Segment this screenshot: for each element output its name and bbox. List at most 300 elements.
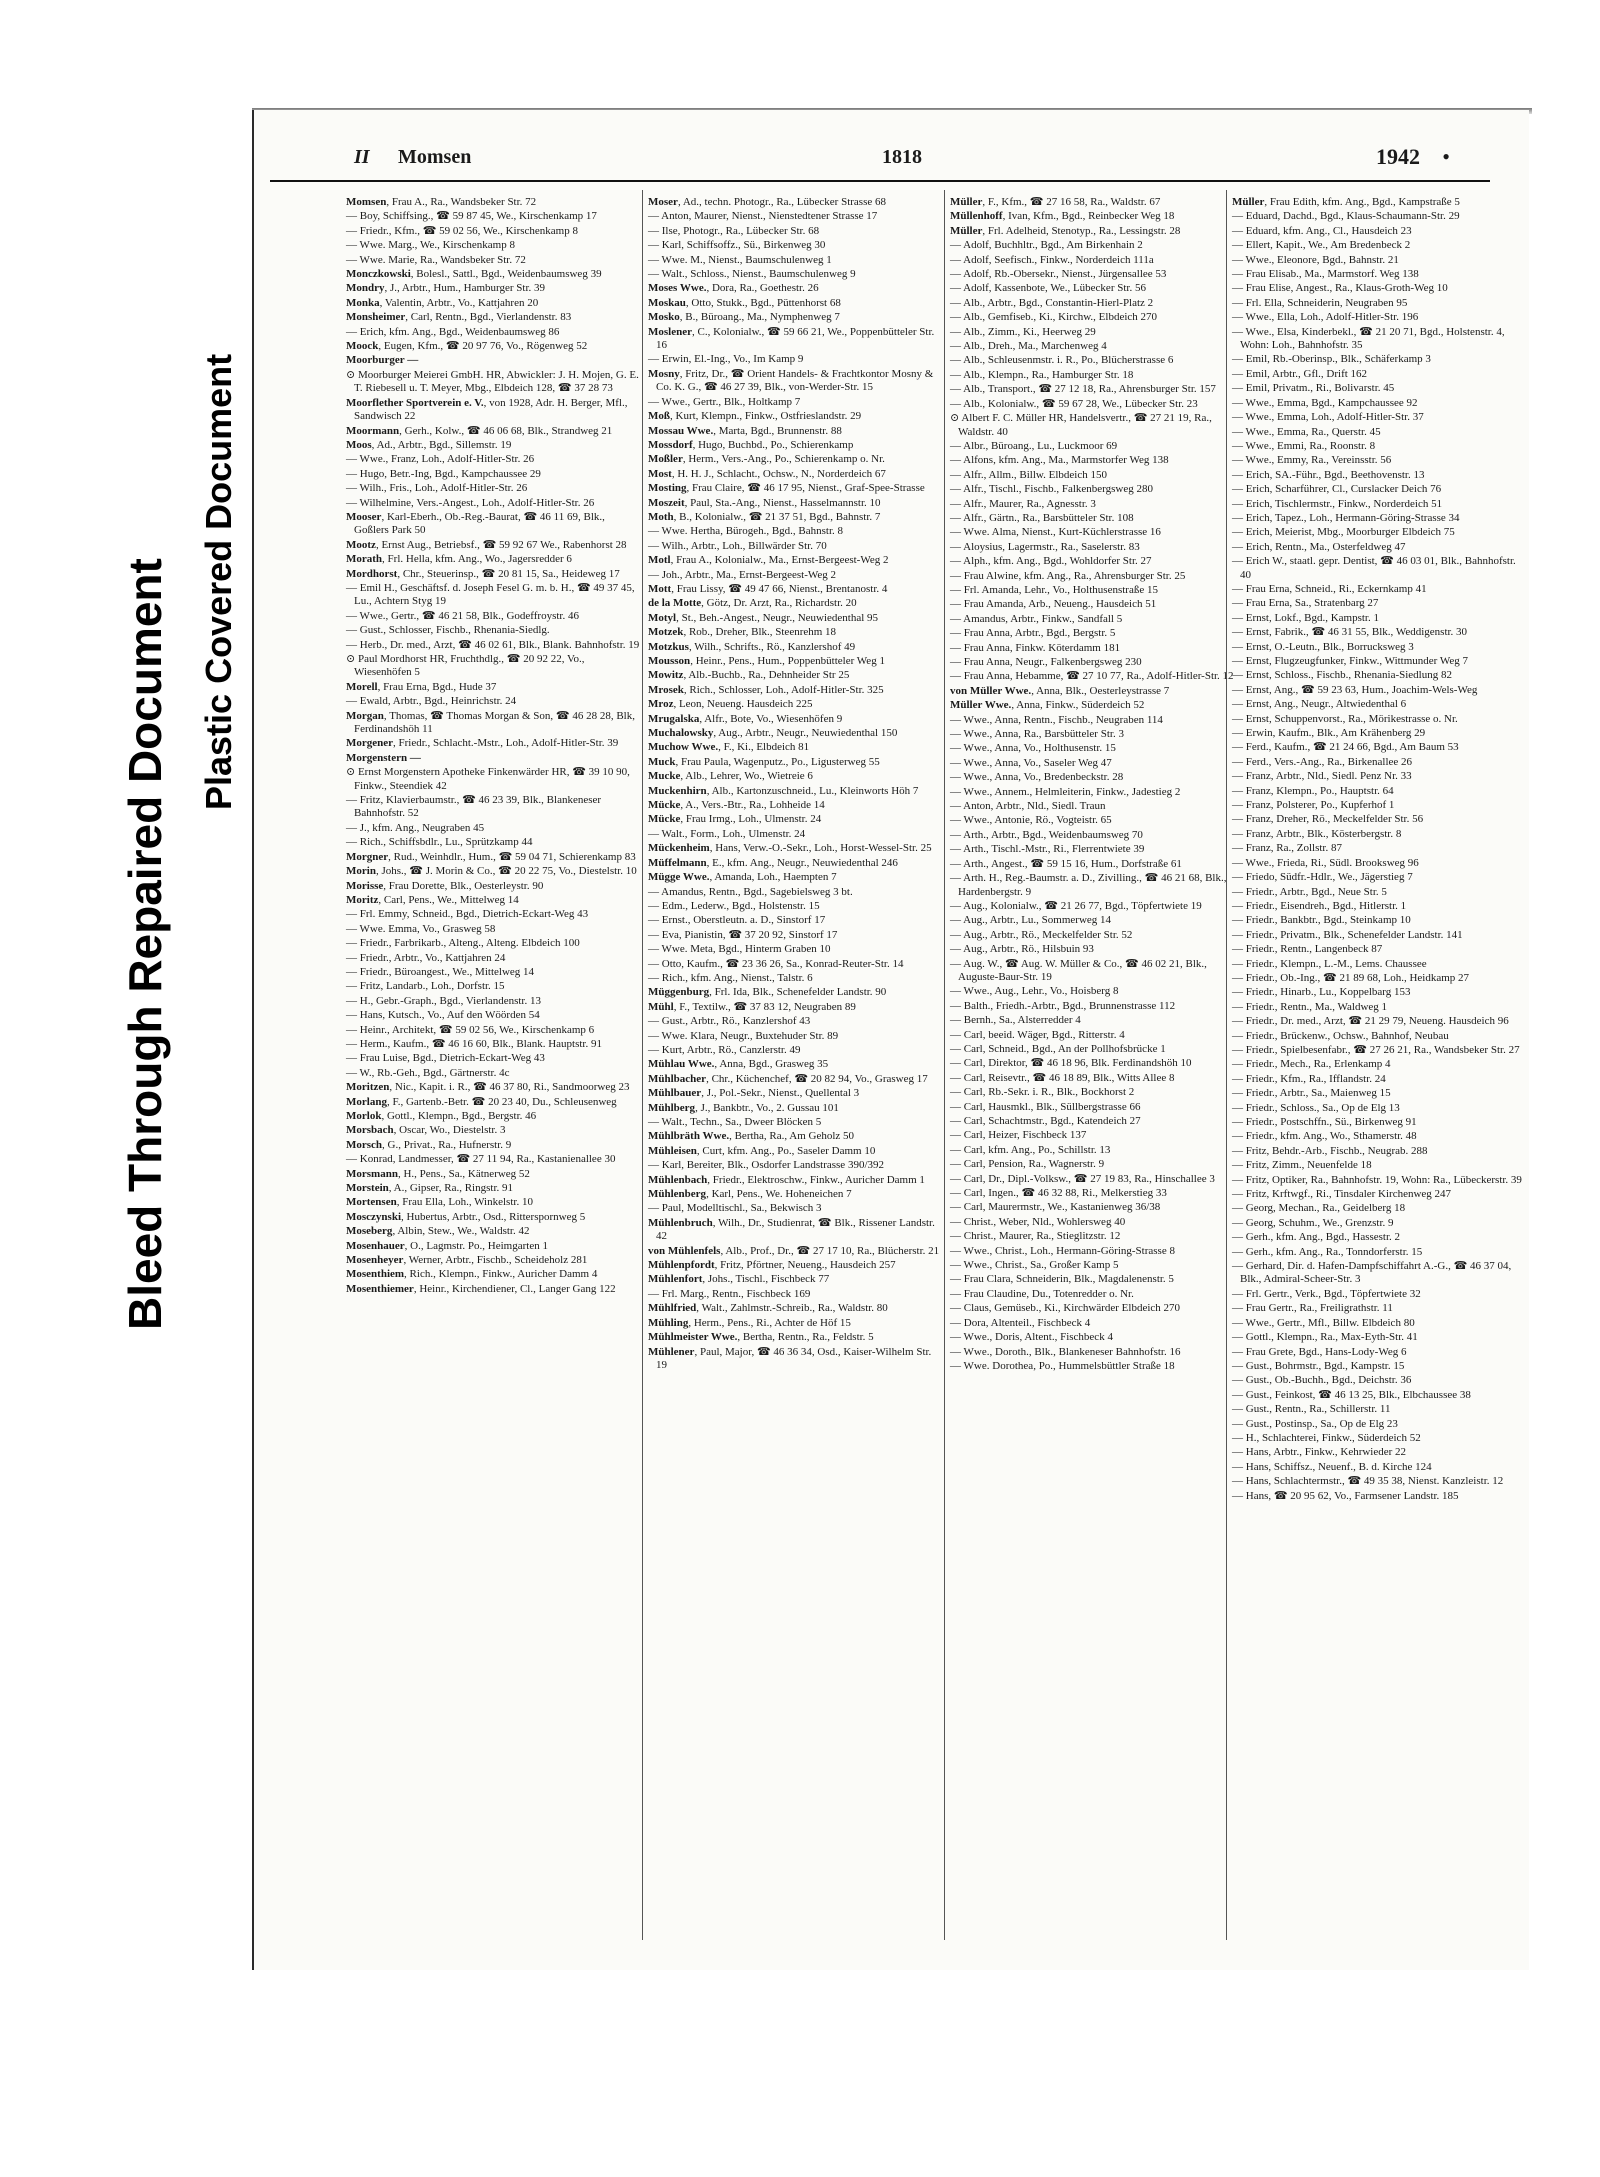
directory-entry: — Aug., Arbtr., Rö., Hilsbuin 93 xyxy=(950,943,1094,956)
directory-entry: — Walt., Techn., Sa., Dweer Blöcken 5 xyxy=(648,1116,822,1128)
directory-entry: Morlok, Gottl., Klempn., Bgd., Bergstr. 46 xyxy=(346,1110,537,1122)
directory-entry: — J., kfm. Ang., Neugraben 45 xyxy=(346,821,485,834)
directory-entry: — Ernst, O.-Leutn., Blk., Borrucksweg 3 xyxy=(1232,640,1414,653)
directory-entry: — Wwe., Aug., Lehr., Vo., Hoisberg 8 xyxy=(950,985,1119,998)
directory-entry: — Karl, Schiffsoffz., Sü., Birkenweg 30 xyxy=(648,239,826,252)
directory-entry: Morlang, F., Gartenb.-Betr. ☎ 20 23 40, Du., Schleusenweg xyxy=(346,1095,617,1108)
directory-entry: — Gust., Postinsp., Sa., Op de Elg 23 xyxy=(1232,1417,1398,1430)
directory-entry: — Ferd., Kaufm., ☎ 21 24 66, Bgd., Am Baum 53 xyxy=(1232,741,1459,754)
directory-entry: — Frau Luise, Bgd., Dietrich-Eckart-Weg 43 xyxy=(346,1052,545,1065)
directory-entry: — Gust., Arbtr., Rö., Kanzlershof 43 xyxy=(648,1015,811,1028)
directory-entry: — Arth., Angest., ☎ 59 15 16, Hum., Dorfstraße 61 xyxy=(950,857,1182,870)
directory-entry: Mortensen, Frau Ella, Loh., Winkelstr. 10 xyxy=(346,1196,533,1209)
directory-entry: — Friedr., kfm. Ang., Wo., Sthamerstr. 48 xyxy=(1232,1130,1417,1143)
directory-entry: Mroz, Leon, Neueng. Hausdeich 225 xyxy=(648,698,813,711)
directory-entry: — Erich W., staatl. gepr. Dentist, ☎ 46 03 01, Blk., Bahnhofstr. 40 xyxy=(1232,555,1516,581)
directory-entry: Müller Wwe., Anna, Finkw., Süderdeich 52 xyxy=(950,699,1145,712)
directory-entry: — Friedr., Arbtr., Sa., Maienweg 15 xyxy=(1232,1087,1391,1100)
directory-entry: — H., Gebr.-Graph., Bgd., Vierlandenstr. 13 xyxy=(346,994,541,1007)
directory-entry: — Balth., Friedh.-Arbtr., Bgd., Brunnenstrasse 112 xyxy=(950,999,1176,1012)
directory-entry: — Wwe., Frieda, Ri., Südl. Brooksweg 96 xyxy=(1232,856,1419,869)
directory-entry: — Adolf, Seefisch., Finkw., Norderdeich 111a xyxy=(950,253,1154,266)
directory-entry: — Ernst, Lokf., Bgd., Kampstr. 1 xyxy=(1232,611,1379,624)
directory-entry: — Wilh., Arbtr., Loh., Billwärder Str. 70 xyxy=(648,539,827,552)
directory-entry: — Amandus, Arbtr., Finkw., Sandfall 5 xyxy=(950,612,1123,625)
directory-entry: Mossau Wwe., Marta, Bgd., Brunnenstr. 88 xyxy=(648,424,842,437)
directory-entry: — Friedr., Postschffn., Sü., Birkenweg 91 xyxy=(1232,1116,1417,1128)
directory-entry: — Ellert, Kapit., We., Am Bredenbeck 2 xyxy=(1232,239,1411,252)
directory-entry: — Paul, Modelltischl., Sa., Bekwisch 3 xyxy=(648,1202,822,1215)
directory-entry: — Ernst, Ang., Neugr., Altwiedenthal 6 xyxy=(1232,698,1407,711)
directory-entry: Müffelmann, E., kfm. Ang., Neugr., Neuwiedenthal 246 xyxy=(648,856,898,869)
directory-entry: Moses Wwe., Dora, Ra., Goethestr. 26 xyxy=(648,282,819,295)
directory-entry: — Alb., Arbtr., Bgd., Constantin-Hierl-Platz 2 xyxy=(950,296,1154,309)
directory-entry: — H., Schlachterei, Finkw., Süderdeich 52 xyxy=(1232,1431,1421,1444)
directory-entry: Most, H. H. J., Schlacht., Ochsw., N., Norderdeich 67 xyxy=(648,467,886,480)
directory-column-2 xyxy=(648,196,944,1373)
directory-entry: — Eduard, Dachd., Bgd., Klaus-Schaumann-Str. 29 xyxy=(1232,210,1460,223)
directory-entry: — Ferd., Vers.-Ang., Ra., Birkenallee 26 xyxy=(1232,755,1413,768)
directory-entry: — Ewald, Arbtr., Bgd., Heinrichstr. 24 xyxy=(346,695,517,708)
directory-entry: — Ernst, Fabrik., ☎ 46 31 55, Blk., Weddigenstr. 30 xyxy=(1232,626,1468,639)
directory-entry: Mosenheyer, Werner, Arbtr., Fischb., Scheideholz 281 xyxy=(346,1254,588,1267)
directory-entry: Morgenstern — xyxy=(346,751,421,764)
directory-entry: Mosenthiemer, Heinr., Kirchendiener, Cl., Langer Gang 122 xyxy=(346,1282,616,1295)
directory-entry: — Carl, Hausmkl., Blk., Süllbergstrasse 66 xyxy=(950,1100,1141,1113)
directory-entry: Morin, Johs., ☎ J. Morin & Co., ☎ 20 22 75, Vo., Diestelstr. 10 xyxy=(346,865,637,878)
directory-entry: Morstein, A., Gipser, Ra., Ringstr. 91 xyxy=(346,1182,513,1195)
directory-entry: — Friedr., Dr. med., Arzt, ☎ 21 29 79, Neueng. Hausdeich 96 xyxy=(1232,1015,1509,1028)
directory-entry: — Otto, Kaufm., ☎ 23 36 26, Sa., Konrad-Reuter-Str. 14 xyxy=(648,957,904,970)
directory-entry: — Wwe., Anna, Vo., Saseler Weg 47 xyxy=(950,756,1112,769)
directory-entry: Mücke, Frau Irmg., Loh., Ulmenstr. 24 xyxy=(648,813,822,826)
directory-entry: — Alph., kfm. Ang., Bgd., Wohldorfer Str. 27 xyxy=(950,555,1152,568)
directory-entry: — Erich, Scharführer, Cl., Curslacker Deich 76 xyxy=(1232,483,1442,496)
directory-entry: Motzkus, Wilh., Schrifts., Rö., Kanzlershof 49 xyxy=(648,640,856,653)
directory-entry: Morath, Frl. Hella, kfm. Ang., Wo., Jagersredder 6 xyxy=(346,553,572,566)
directory-entry: — Wwe. Alma, Nienst., Kurt-Küchlerstrasse 16 xyxy=(950,526,1161,539)
directory-entry: Mosting, Frau Claire, ☎ 46 17 95, Nienst., Graf-Spee-Strasse xyxy=(648,482,925,495)
directory-entry: — Wwe., Emma, Loh., Adolf-Hitler-Str. 37 xyxy=(1232,411,1424,424)
directory-entry: — Wwe., Elsa, Kinderbekl., ☎ 21 20 71, Bgd., Holstenstr. 4, Wohn: Loh., Bahnhofstr. 35 xyxy=(1232,325,1505,352)
directory-entry: Monka, Valentin, Arbtr., Vo., Kattjahren 20 xyxy=(346,296,539,309)
directory-entry: — Hans, ☎ 20 95 62, Vo., Farmsener Landstr. 185 xyxy=(1232,1489,1459,1502)
directory-entry: Mott, Frau Lissy, ☎ 49 47 66, Nienst., Brentanostr. 4 xyxy=(648,582,888,595)
directory-entry: — Carl, Pension, Ra., Wagnerstr. 9 xyxy=(950,1158,1105,1171)
directory-entry: Mooser, Karl-Eberh., Ob.-Reg.-Baurat, ☎ 46 11 69, Blk., Goßlers Park 50 xyxy=(346,510,605,537)
directory-entry: Müller, Frl. Adelheid, Stenotyp., Ra., Lessingstr. 28 xyxy=(950,224,1181,237)
directory-entry: Moorflether Sportverein e. V., von 1928, Adr. H. Berger, Mfl., Sandwisch 22 xyxy=(346,396,628,423)
page-header xyxy=(270,146,1490,182)
directory-entry: Moorburger — xyxy=(346,354,419,367)
directory-entry: Müller, Frau Edith, kfm. Ang., Bgd., Kampstraße 5 xyxy=(1232,196,1460,208)
directory-entry: — Alb., Schleusenmstr. i. R., Po., Blücherstrasse 6 xyxy=(950,354,1174,367)
directory-entry: — Wwe. M., Nienst., Baumschulenweg 1 xyxy=(648,253,832,266)
directory-entry: ⊙ Paul Mordhorst HR, Fruchthdlg., ☎ 20 92 22, Vo., Wiesenhöfen 5 xyxy=(346,653,585,679)
directory-entry: Mosko, B., Büroang., Ma., Nymphenweg 7 xyxy=(648,311,840,324)
directory-entry: Mossdorf, Hugo, Buchbd., Po., Schierenkamp xyxy=(648,438,854,451)
directory-entry: — Aug., Kolonialw., ☎ 21 26 77, Bgd., Töpfertwiete 19 xyxy=(950,899,1202,912)
directory-entry: — Gust., Bohrmstr., Bgd., Kampstr. 15 xyxy=(1232,1359,1405,1372)
directory-entry: — Emil H., Geschäftsf. d. Joseph Fesel G. m. b. H., ☎ 49 37 45, Lu., Achtern Styg 19 xyxy=(346,581,635,608)
directory-entry: Mosczynski, Hubertus, Arbtr., Osd., Ritterspornweg 5 xyxy=(346,1210,586,1223)
directory-entry: — Alb., Zimm., Ki., Heerweg 29 xyxy=(950,325,1096,338)
directory-entry: — Fritz, Landarb., Loh., Dorfstr. 15 xyxy=(346,980,505,993)
directory-entry: — Wwe., Anna, Rentn., Fischb., Neugraben 114 xyxy=(950,713,1163,726)
directory-entry: — Franz, Arbtr., Nld., Siedl. Penz Nr. 33 xyxy=(1232,770,1412,783)
directory-entry: von Müller Wwe., Anna, Blk., Oesterleystrasse 7 xyxy=(950,684,1170,697)
directory-entry: Mootz, Ernst Aug., Betriebsf., ☎ 59 92 67 We., Rabenhorst 28 xyxy=(346,538,627,551)
directory-entry: Morsmann, H., Pens., Sa., Kätnerweg 52 xyxy=(346,1167,530,1180)
directory-entry: — Erich, Tapez., Loh., Hermann-Göring-Strasse 34 xyxy=(1232,511,1460,524)
directory-entry: — Hans, Kutsch., Vo., Auf den Wöörden 54 xyxy=(346,1009,540,1022)
directory-entry: — Arth. H., Reg.-Baumstr. a. D., Zivilling., ☎ 46 21 68, Blk., Hardenbergstr. 9 xyxy=(950,872,1227,898)
directory-entry: Morgan, Thomas, ☎ Thomas Morgan & Son, ☎ 46 28 28, Blk, Ferdinandshöh 11 xyxy=(346,709,635,736)
directory-entry: Mühlberg, J., Bankbtr., Vo., 2. Gussau 101 xyxy=(648,1101,839,1114)
directory-entry: — Wwe., Anna, Ra., Barsbütteler Str. 3 xyxy=(950,728,1124,741)
directory-entry: — Carl, Schneid., Bgd., An der Pollhofsbrücke 1 xyxy=(950,1042,1166,1055)
directory-entry: — Wwe., Emma, Ra., Querstr. 45 xyxy=(1232,425,1381,438)
directory-entry: — Edm., Lederw., Bgd., Holstenstr. 15 xyxy=(648,899,820,912)
directory-entry: — Friedr., Kfm., ☎ 59 02 56, We., Kirschenkamp 8 xyxy=(346,224,578,237)
directory-entry: — Fritz, Behdr.-Arb., Fischb., Neugrab. 288 xyxy=(1232,1144,1428,1157)
directory-entry: — Erich, kfm. Ang., Bgd., Weidenbaumsweg 86 xyxy=(346,325,560,338)
directory-entry: — Frau Elise, Angest., Ra., Klaus-Groth-Weg 10 xyxy=(1232,282,1448,295)
directory-entry: Mühlenbruch, Wilh., Dr., Studienrat, ☎ Blk., Rissener Landstr. 42 xyxy=(648,1216,935,1243)
directory-entry: — Carl, Dr., Dipl.-Volksw., ☎ 27 19 83, Ra., Hinschallee 3 xyxy=(950,1172,1215,1185)
directory-entry: Moos, Ad., Arbtr., Bgd., Sillemstr. 19 xyxy=(346,438,512,451)
directory-entry: — Frau Anna, Arbtr., Bgd., Bergstr. 5 xyxy=(950,627,1116,640)
directory-entry: — Wwe., Anna, Vo., Holthusenstr. 15 xyxy=(950,742,1116,755)
directory-entry: Mosenthiem, Rich., Klempn., Finkw., Auricher Damm 4 xyxy=(346,1268,598,1281)
directory-entry: Motl, Frau A., Kolonialw., Ma., Ernst-Bergeest-Weg 2 xyxy=(648,554,889,567)
directory-column-4 xyxy=(1232,196,1522,1504)
directory-entry: Morgener, Friedr., Schlacht.-Mstr., Loh., Adolf-Hitler-Str. 39 xyxy=(346,737,619,750)
directory-entry: — Wwe. Meta, Bgd., Hinterm Graben 10 xyxy=(648,943,831,956)
directory-entry: — Christ., Weber, Nld., Wohlersweg 40 xyxy=(950,1215,1126,1228)
directory-entry: — Carl, Rb.-Sekr. i. R., Blk., Bockhorst 2 xyxy=(950,1086,1135,1099)
directory-entry: — Gerhard, Dir. d. Hafen-Dampfschiffahrt A.-G., ☎ 46 37 04, Blk., Admiral-Scheer-Str. 3 xyxy=(1232,1260,1512,1286)
directory-entry: Müllenhoff, Ivan, Kfm., Bgd., Reinbecker Weg 18 xyxy=(950,210,1175,223)
directory-entry: — Gerh., kfm. Ang., Ra., Tonndorferstr. 15 xyxy=(1232,1245,1423,1258)
directory-entry: — Wilh., Fris., Loh., Adolf-Hitler-Str. 26 xyxy=(346,482,528,495)
directory-entry: — Friedr., Eisendreh., Bgd., Hitlerstr. 1 xyxy=(1232,899,1407,912)
directory-entry: Mügge Wwe., Amanda, Loh., Haempten 7 xyxy=(648,871,837,884)
directory-entry: — Friedr., Farbrikarb., Alteng., Alteng. Elbdeich 100 xyxy=(346,937,580,950)
directory-entry: Mühlenfort, Johs., Tischl., Fischbeck 77 xyxy=(648,1273,830,1286)
directory-entry: — Wwe., Franz, Loh., Adolf-Hitler-Str. 26 xyxy=(346,453,535,466)
directory-entry: Muchow Wwe., F., Ki., Elbdeich 81 xyxy=(648,741,810,754)
directory-entry: — Gust., Rentn., Ra., Schillerstr. 11 xyxy=(1232,1403,1391,1416)
directory-entry: Mückenheim, Hans, Verw.-O.-Sekr., Loh., Horst-Wessel-Str. 25 xyxy=(648,842,932,855)
directory-entry: — Walt., Form., Loh., Ulmenstr. 24 xyxy=(648,827,806,840)
directory-entry: Mühleisen, Curt, kfm. Ang., Po., Saseler Damm 10 xyxy=(648,1144,876,1157)
directory-entry: — Friedr., Kfm., Ra., Ifflandstr. 24 xyxy=(1232,1072,1386,1085)
directory-entry: — Frl. Ella, Schneiderin, Neugraben 95 xyxy=(1232,296,1408,309)
directory-entry: — Wwe., Anna, Vo., Bredenbeckstr. 28 xyxy=(950,771,1124,784)
directory-entry: Mowitz, Alb.-Buchb., Ra., Dehnheider Str 25 xyxy=(648,669,850,682)
directory-entry: — Wwe., Christ., Sa., Großer Kamp 5 xyxy=(950,1259,1119,1272)
directory-entry: — Emil, Privatm., Ri., Bolivarstr. 45 xyxy=(1232,382,1395,395)
directory-entry: Motzek, Rob., Dreher, Blk., Steenrehm 18 xyxy=(648,626,837,639)
directory-entry: — Alfr., Tischl., Fischb., Falkenbergsweg 280 xyxy=(950,483,1154,496)
directory-entry: Moser, Ad., techn. Photogr., Ra., Lübecker Strasse 68 xyxy=(648,196,886,208)
directory-entry: — Friedr., Rentn., Langenbeck 87 xyxy=(1232,943,1383,956)
directory-entry: Mühlenpfordt, Fritz, Pförtner, Neueng., Hausdeich 257 xyxy=(648,1259,896,1272)
directory-entry: — Ilse, Photogr., Ra., Lübecker Str. 68 xyxy=(648,224,820,237)
directory-entry: — Erwin, Kaufm., Blk., Am Krähenberg 29 xyxy=(1232,727,1426,740)
directory-entry: — Rich., kfm. Ang., Nienst., Talstr. 6 xyxy=(648,971,813,984)
directory-entry: — Arth., Arbtr., Bgd., Weidenbaumsweg 70 xyxy=(950,828,1143,841)
directory-entry: — Herb., Dr. med., Arzt, ☎ 46 02 61, Blk., Blank. Bahnhofstr. 19 xyxy=(346,638,640,651)
directory-entry: — Adolf, Buchhltr., Bgd., Am Birkenhain 2 xyxy=(950,239,1143,252)
directory-entry: — Franz, Ra., Zollstr. 87 xyxy=(1232,842,1342,855)
directory-entry: — Joh., Arbtr., Ma., Ernst-Bergeest-Weg 2 xyxy=(648,568,837,581)
directory-entry: — Wilhelmine, Vers.-Angest., Loh., Adolf-Hitler-Str. 26 xyxy=(346,496,595,509)
directory-entry: — Friedr., Schloss., Sa., Op de Elg 13 xyxy=(1232,1101,1400,1114)
directory-entry: — Karl, Bereiter, Blk., Osdorfer Landstrasse 390/392 xyxy=(648,1159,885,1172)
directory-entry: — Alfr., Maurer, Ra., Agnesstr. 3 xyxy=(950,497,1096,510)
directory-entry: — Anton, Arbtr., Nld., Siedl. Traun xyxy=(950,800,1106,813)
directory-entry: — Frau Clara, Schneiderin, Blk., Magdalenenstr. 5 xyxy=(950,1273,1174,1286)
directory-entry: — Friedr., Klempn., L.-M., Lems. Chaussee xyxy=(1232,957,1427,970)
directory-entry: Mühling, Herm., Pens., Ri., Achter de Höf 15 xyxy=(648,1316,851,1329)
page-year: 1818 xyxy=(882,146,922,168)
directory-entry: — Amandus, Rentn., Bgd., Sagebielsweg 3 bt. xyxy=(648,885,853,898)
directory-entry: Mühlenbach, Friedr., Elektroschw., Finkw., Auricher Damm 1 xyxy=(648,1173,925,1186)
directory-entry: — Frau Anna, Neugr., Falkenbergsweg 230 xyxy=(950,656,1142,668)
directory-entry: Muchalowsky, Aug., Arbtr., Neugr., Neuwiedenthal 150 xyxy=(648,727,898,740)
directory-entry: — Aug., Arbtr., Lu., Sommerweg 14 xyxy=(950,914,1112,927)
directory-entry: — W., Rb.-Geh., Bgd., Gärtnerstr. 4c xyxy=(346,1066,510,1079)
directory-entry: — Emil, Arbtr., Gfl., Drift 162 xyxy=(1232,367,1368,380)
directory-entry: Moseberg, Albin, Stew., We., Waldstr. 42 xyxy=(346,1225,530,1238)
column-divider xyxy=(944,190,945,1940)
directory-entry: Moormann, Gerh., Kolw., ☎ 46 06 68, Blk., Strandweg 21 xyxy=(346,424,613,437)
directory-entry: Morsch, G., Privat., Ra., Hufnerstr. 9 xyxy=(346,1138,512,1151)
directory-entry: — Bernh., Sa., Alsterredder 4 xyxy=(950,1014,1081,1027)
directory-entry: Moth, B., Kolonialw., ☎ 21 37 51, Bgd., Bahnstr. 7 xyxy=(648,510,881,523)
directory-entry: — Frau Grete, Bgd., Hans-Lody-Weg 6 xyxy=(1232,1345,1407,1358)
directory-entry: — Wwe. Marg., We., Kirschenkamp 8 xyxy=(346,239,515,252)
directory-entry: — Gerh., kfm. Ang., Bgd., Hassestr. 2 xyxy=(1232,1231,1401,1244)
directory-entry: Morisse, Frau Dorette, Blk., Oesterleystr. 90 xyxy=(346,879,544,892)
directory-entry: Moß, Kurt, Klempn., Finkw., Ostfrieslandstr. 29 xyxy=(648,410,862,423)
directory-entry: — Wwe. Klara, Neugr., Buxtehuder Str. 89 xyxy=(648,1029,839,1042)
directory-entry: — Konrad, Landmesser, ☎ 27 11 94, Ra., Kastanienallee 30 xyxy=(346,1153,616,1166)
directory-entry: — Christ., Maurer, Ra., Stieglitzstr. 12 xyxy=(950,1230,1121,1243)
directory-entry: — Erich, Meierist, Mbg., Moorburger Elbdeich 75 xyxy=(1232,526,1455,539)
directory-entry: — Frau Alwine, kfm. Ang., Ra., Ahrensburger Str. 25 xyxy=(950,569,1186,582)
directory-entry: — Friedr., Arbtr., Vo., Kattjahren 24 xyxy=(346,951,506,964)
directory-entry: — Frau Amanda, Arb., Neueng., Hausdeich 51 xyxy=(950,598,1157,611)
directory-entry: — Wwe., Emma, Bgd., Kampchaussee 92 xyxy=(1232,396,1418,409)
directory-column-3 xyxy=(950,196,1246,1374)
directory-entry: — Frau Erna, Schneid., Ri., Eckernkamp 41 xyxy=(1232,582,1427,595)
directory-entry: — Walt., Schloss., Nienst., Baumschulenweg 9 xyxy=(648,268,856,281)
directory-entry: — Alb., Kolonialw., ☎ 59 67 28, We., Lübecker Str. 23 xyxy=(950,397,1198,410)
directory-entry: — Friedr., Hinarb., Lu., Koppelbarg 153 xyxy=(1232,986,1411,999)
directory-entry: Moslener, C., Kolonialw., ☎ 59 66 21, We., Poppenbütteler Str. 16 xyxy=(648,325,935,352)
directory-entry: Mühlener, Paul, Major, ☎ 46 36 34, Osd., Kaiser-Wilhelm Str. 19 xyxy=(648,1345,932,1371)
directory-entry: — Gottl., Klempn., Ra., Max-Eyth-Str. 41 xyxy=(1232,1331,1418,1344)
directory-entry: — Wwe., Doris, Altent., Fischbeck 4 xyxy=(950,1331,1113,1344)
directory-entry: — Frl. Gertr., Verk., Bgd., Töpfertwiete 32 xyxy=(1232,1287,1421,1300)
directory-entry: Mordhorst, Chr., Steuerinsp., ☎ 20 81 15, Sa., Heideweg 17 xyxy=(346,567,620,580)
directory-entry: — Rich., Schiffsbdlr., Lu., Sprützkamp 44 xyxy=(346,836,533,849)
directory-entry: — Frau Elisab., Ma., Marmstorf. Weg 138 xyxy=(1232,268,1419,281)
directory-entry: — Friedr., Rentn., Ma., Waldweg 1 xyxy=(1232,1000,1388,1013)
directory-entry: — Ernst, Flugzeugfunker, Finkw., Wittmunder Weg 7 xyxy=(1232,655,1469,667)
directory-entry: Mondry, J., Arbtr., Hum., Hamburger Str. 39 xyxy=(346,282,546,295)
directory-entry: — Adolf, Kassenbote, We., Lübecker Str. 56 xyxy=(950,282,1146,295)
directory-entry: Mühlmeister Wwe., Bertha, Rentn., Ra., Feldstr. 5 xyxy=(648,1331,874,1344)
directory-entry: ⊙ Moorburger Meierei GmbH. HR, Abwickler: J. H. Mojen, G. E. T. Riebesell u. T. Meyer, Mbg., Elbdeich 128, ☎ 37 28 73 xyxy=(346,368,639,395)
directory-entry: — Alb., Gemfiseb., Ki., Kirchw., Elbdeich 270 xyxy=(950,311,1158,324)
directory-entry: — Wwe., Eleonore, Bgd., Bahnstr. 21 xyxy=(1232,253,1399,266)
directory-entry: — Carl, beeid. Wäger, Bgd., Ritterstr. 4 xyxy=(950,1028,1125,1041)
directory-entry: — Georg, Schuhm., We., Grenzstr. 9 xyxy=(1232,1216,1394,1229)
directory-entry: — Franz, Klempn., Po., Hauptstr. 64 xyxy=(1232,784,1394,797)
directory-entry: — Heinr., Architekt, ☎ 59 02 56, We., Kirschenkamp 6 xyxy=(346,1023,595,1036)
directory-entry: — Hugo, Betr.-Ing, Bgd., Kampchaussee 29 xyxy=(346,467,541,480)
directory-entry: — Wwe., Gertr., ☎ 46 21 58, Blk., Godeffroystr. 46 xyxy=(346,609,579,622)
side-label-plastic-covered: Plastic Covered Document xyxy=(198,353,239,810)
directory-entry: — Alb., Klempn., Ra., Hamburger Str. 18 xyxy=(950,368,1134,381)
directory-entry: Moßler, Herm., Vers.-Ang., Po., Schierenkamp o. Nr. xyxy=(648,453,885,466)
directory-entry: Momsen, Frau A., Ra., Wandsbeker Str. 72 xyxy=(346,196,537,208)
directory-entry: — Alb., Dreh., Ma., Marchenweg 4 xyxy=(950,340,1107,353)
directory-entry: — Aug. W., ☎ Aug. W. Müller & Co., ☎ 46 02 21, Blk., Auguste-Baur-Str. 19 xyxy=(950,957,1207,983)
directory-entry: ⊙ Ernst Morgenstern Apotheke Finkenwärder HR, ☎ 39 10 90, Finkw., Steendiek 42 xyxy=(346,766,630,792)
directory-entry: — Ernst., Oberstleutn. a. D., Sinstorf 17 xyxy=(648,914,826,927)
directory-entry: — Wwe., Annem., Helmleiterin, Finkw., Jadestieg 2 xyxy=(950,785,1181,798)
directory-entry: — Alfr., Gärtn., Ra., Barsbütteler Str. 108 xyxy=(950,511,1134,524)
directory-entry: — Fritz, Optiker, Ra., Bahnhofstr. 19, Wohn: Ra., Lübeckerstr. 39 xyxy=(1232,1173,1522,1186)
directory-entry: — Friedr., Arbtr., Bgd., Neue Str. 5 xyxy=(1232,885,1387,898)
directory-entry: Moszeit, Paul, Sta.-Ang., Nienst., Hasselmannstr. 10 xyxy=(648,496,881,509)
directory-entry: — Franz, Polsterer, Po., Kupferhof 1 xyxy=(1232,799,1395,812)
directory-entry: — Carl, Maurermstr., We., Kastanienweg 36/38 xyxy=(950,1201,1161,1214)
page-number: 1942 xyxy=(1376,144,1420,169)
directory-entry: — Alfr., Allm., Billw. Elbdeich 150 xyxy=(950,468,1107,481)
directory-entry: — Friedo, Südfr.-Hdlr., We., Jägerstieg 7 xyxy=(1232,871,1413,884)
directory-entry: — Frau Anna, Finkw. Köterdamm 181 xyxy=(950,641,1121,654)
directory-entry: — Carl, Schachtmstr., Bgd., Katendeich 27 xyxy=(950,1115,1141,1127)
directory-entry: — Herm., Kaufm., ☎ 46 16 60, Blk., Blank. Hauptstr. 91 xyxy=(346,1037,602,1050)
directory-entry: — Franz, Dreher, Rö., Meckelfelder Str. 56 xyxy=(1232,813,1424,826)
directory-entry: — Carl, Ingen., ☎ 46 32 88, Ri., Melkerstieg 33 xyxy=(950,1187,1167,1200)
directory-entry: — Wwe., Antonie, Rö., Vogteistr. 65 xyxy=(950,814,1112,827)
directory-entry: — Erich, Rentn., Ma., Osterfeldweg 47 xyxy=(1232,540,1406,553)
directory-entry: Mühl, F., Textilw., ☎ 37 83 12, Neugraben 89 xyxy=(648,1000,856,1013)
directory-entry: — Wwe., Emmi, Ra., Roonstr. 8 xyxy=(1232,439,1376,452)
directory-entry: — Ernst, Schuppenvorst., Ra., Mörikestrasse o. Nr. xyxy=(1232,712,1458,725)
directory-entry: Morell, Frau Erna, Bgd., Hude 37 xyxy=(346,680,497,693)
directory-entry: Moritzen, Nic., Kapit. i. R., ☎ 46 37 80, Ri., Sandmoorweg 23 xyxy=(346,1081,630,1094)
directory-entry: — Anton, Maurer, Nienst., Nienstedtener Strasse 17 xyxy=(648,210,878,223)
directory-entry: — Wwe. Hertha, Bürogeh., Bgd., Bahnstr. 8 xyxy=(648,525,844,538)
directory-entry: — Kurt, Arbtr., Rö., Canzlerstr. 49 xyxy=(648,1043,801,1056)
directory-entry: — Friedr., Mech., Ra., Erlenkamp 4 xyxy=(1232,1058,1391,1071)
directory-entry: — Friedr., Büroangest., We., Mittelweg 14 xyxy=(346,965,535,978)
directory-entry: — Albr., Büroang., Lu., Luckmoor 69 xyxy=(950,439,1118,452)
directory-entry: — Hans, Arbtr., Finkw., Kehrwieder 22 xyxy=(1232,1446,1407,1459)
directory-entry: — Frau Anna, Hebamme, ☎ 27 10 77, Ra., Adolf-Hitler-Str. 12 xyxy=(950,670,1234,683)
directory-entry: — Gust., Schlosser, Fischb., Rhenania-Siedlg. xyxy=(346,624,550,637)
directory-entry: — Carl, kfm. Ang., Po., Schillstr. 13 xyxy=(950,1143,1111,1156)
directory-entry: — Wwe., Ella, Loh., Adolf-Hitler-Str. 196 xyxy=(1232,311,1419,324)
running-head-name: Momsen xyxy=(398,146,472,168)
directory-entry: Mosny, Fritz, Dr., ☎ Orient Handels- & Frachtkontor Mosny & Co. K. G., ☎ 46 27 39, Blk., von-Werder-Str. 15 xyxy=(648,367,934,394)
directory-entry: Mühlenberg, Karl, Pens., We. Hoheneichen 7 xyxy=(648,1188,852,1201)
directory-entry: — Wwe., Doroth., Blk., Blankeneser Bahnhofstr. 16 xyxy=(950,1345,1181,1358)
directory-entry: — Gust., Feinkost, ☎ 46 13 25, Blk., Elbchaussee 38 xyxy=(1232,1388,1471,1401)
directory-entry: — Eduard, kfm. Ang., Cl., Hausdeich 23 xyxy=(1232,224,1412,237)
directory-entry: — Wwe., Gertr., Blk., Holtkamp 7 xyxy=(648,395,801,408)
directory-entry: — Carl, Heizer, Fischbeck 137 xyxy=(950,1129,1087,1142)
directory-entry: Mühlbauer, J., Pol.-Sekr., Nienst., Quellental 3 xyxy=(648,1087,860,1100)
directory-entry: — Wwe. Emma, Vo., Grasweg 58 xyxy=(346,922,496,935)
directory-entry: — Aug., Arbtr., Rö., Meckelfelder Str. 52 xyxy=(950,928,1133,941)
directory-entry: de la Motte, Götz, Dr. Arzt, Ra., Richardstr. 20 xyxy=(648,597,857,610)
directory-entry: ⊙ Albert F. C. Müller HR, Handelsvertr., ☎ 27 21 19, Ra., Waldstr. 40 xyxy=(950,412,1212,438)
directory-entry: — Frau Erna, Sa., Stratenbarg 27 xyxy=(1232,597,1379,610)
directory-entry: — Carl, Direktor, ☎ 46 18 96, Blk. Ferdinandshöh 10 xyxy=(950,1057,1192,1070)
directory-entry: — Erwin, El.-Ing., Vo., Im Kamp 9 xyxy=(648,353,804,366)
directory-entry: — Frau Gertr., Ra., Freiligrathstr. 11 xyxy=(1232,1302,1393,1315)
directory-entry: — Wwe., Gertr., Mfl., Billw. Elbdeich 80 xyxy=(1232,1316,1415,1329)
directory-entry: — Friedr., Privatm., Blk., Schenefelder Landstr. 141 xyxy=(1232,928,1463,941)
directory-entry: — Erich, SA.-Führ., Bgd., Beethovenstr. 13 xyxy=(1232,468,1425,481)
directory-entry: — Eva, Pianistin, ☎ 37 20 92, Sinstorf 17 xyxy=(648,928,838,941)
directory-entry: Mosenhauer, O., Lagmstr. Po., Heimgarten 1 xyxy=(346,1239,548,1252)
directory-entry: — Claus, Gemüseb., Ki., Kirchwärder Elbdeich 270 xyxy=(950,1302,1181,1315)
column-divider xyxy=(642,190,643,1940)
directory-entry: — Erich, Tischlermstr., Finkw., Norderdeich 51 xyxy=(1232,497,1443,510)
directory-entry: — Gust., Ob.-Buchh., Bgd., Deichstr. 36 xyxy=(1232,1374,1412,1387)
directory-entry: — Friedr., Ob.-Ing., ☎ 21 89 68, Loh., Heidkamp 27 xyxy=(1232,971,1470,984)
directory-entry: Mrosek, Rich., Schlosser, Loh., Adolf-Hitler-Str. 325 xyxy=(648,683,884,696)
directory-entry: Mücke, A., Vers.-Btr., Ra., Lohheide 14 xyxy=(648,799,825,812)
directory-entry: — Fritz, Krftwgf., Ri., Tinsdaler Kirchenweg 247 xyxy=(1232,1188,1452,1201)
directory-entry: — Dora, Altenteil., Fischbeck 4 xyxy=(950,1316,1091,1329)
directory-entry: — Adolf, Rb.-Obersekr., Nienst., Jürgensallee 53 xyxy=(950,268,1167,281)
directory-entry: — Georg, Mechan., Ra., Geidelberg 18 xyxy=(1232,1202,1406,1215)
directory-entry: Mrugalska, Alfr., Bote, Vo., Wiesenhöfen 9 xyxy=(648,712,843,725)
directory-entry: — Carl, Reisevtr., ☎ 46 18 89, Blk., Witts Allee 8 xyxy=(950,1071,1175,1084)
directory-entry: Mühlfried, Walt., Zahlmstr.-Schreib., Ra., Waldstr. 80 xyxy=(648,1302,888,1315)
directory-entry: — Frau Claudine, Du., Totenredder o. Nr. xyxy=(950,1287,1134,1300)
directory-entry: von Mühlenfels, Alb., Prof., Dr., ☎ 27 17 10, Ra., Blücherstr. 21 xyxy=(648,1244,940,1257)
directory-entry: Mucke, Alb., Lehrer, Wo., Wietreie 6 xyxy=(648,770,813,783)
directory-entry: Mühlbräth Wwe., Bertha, Ra., Am Geholz 50 xyxy=(648,1130,855,1143)
directory-entry: Motyl, St., Beh.-Angest., Neugr., Neuwiedenthal 95 xyxy=(648,611,879,624)
directory-entry: — Ernst, Ang., ☎ 59 23 63, Hum., Joachim-Wels-Weg xyxy=(1232,683,1478,696)
side-label-bleed-through: Bleed Through Repaired Document xyxy=(119,558,171,1330)
directory-entry: Müller, F., Kfm., ☎ 27 16 58, Ra., Waldstr. 67 xyxy=(950,196,1161,208)
page-mark: • xyxy=(1442,144,1450,169)
directory-entry: Morgner, Rud., Weinhdlr., Hum., ☎ 59 04 71, Schierenkamp 83 xyxy=(346,850,636,863)
directory-entry: — Alfons, kfm. Ang., Ma., Marmstorfer Weg 138 xyxy=(950,454,1169,467)
directory-entry: — Hans, Schiffsz., Neuenf., B. d. Kirche 124 xyxy=(1232,1460,1432,1473)
directory-entry: — Frl. Emmy, Schneid., Bgd., Dietrich-Eckart-Weg 43 xyxy=(346,908,589,921)
directory-entry: — Ernst, Schloss., Fischb., Rhenania-Siedlung 82 xyxy=(1232,669,1452,682)
directory-entry: Mühlau Wwe., Anna, Bgd., Grasweg 35 xyxy=(648,1058,829,1071)
directory-entry: Moskau, Otto, Stukk., Bgd., Püttenhorst 68 xyxy=(648,296,841,309)
directory-entry: — Fritz, Klavierbaumstr., ☎ 46 23 39, Blk., Blankeneser Bahnhofstr. 52 xyxy=(346,794,602,820)
directory-entry: Monsheimer, Carl, Rentn., Bgd., Vierlandenstr. 83 xyxy=(346,311,572,324)
